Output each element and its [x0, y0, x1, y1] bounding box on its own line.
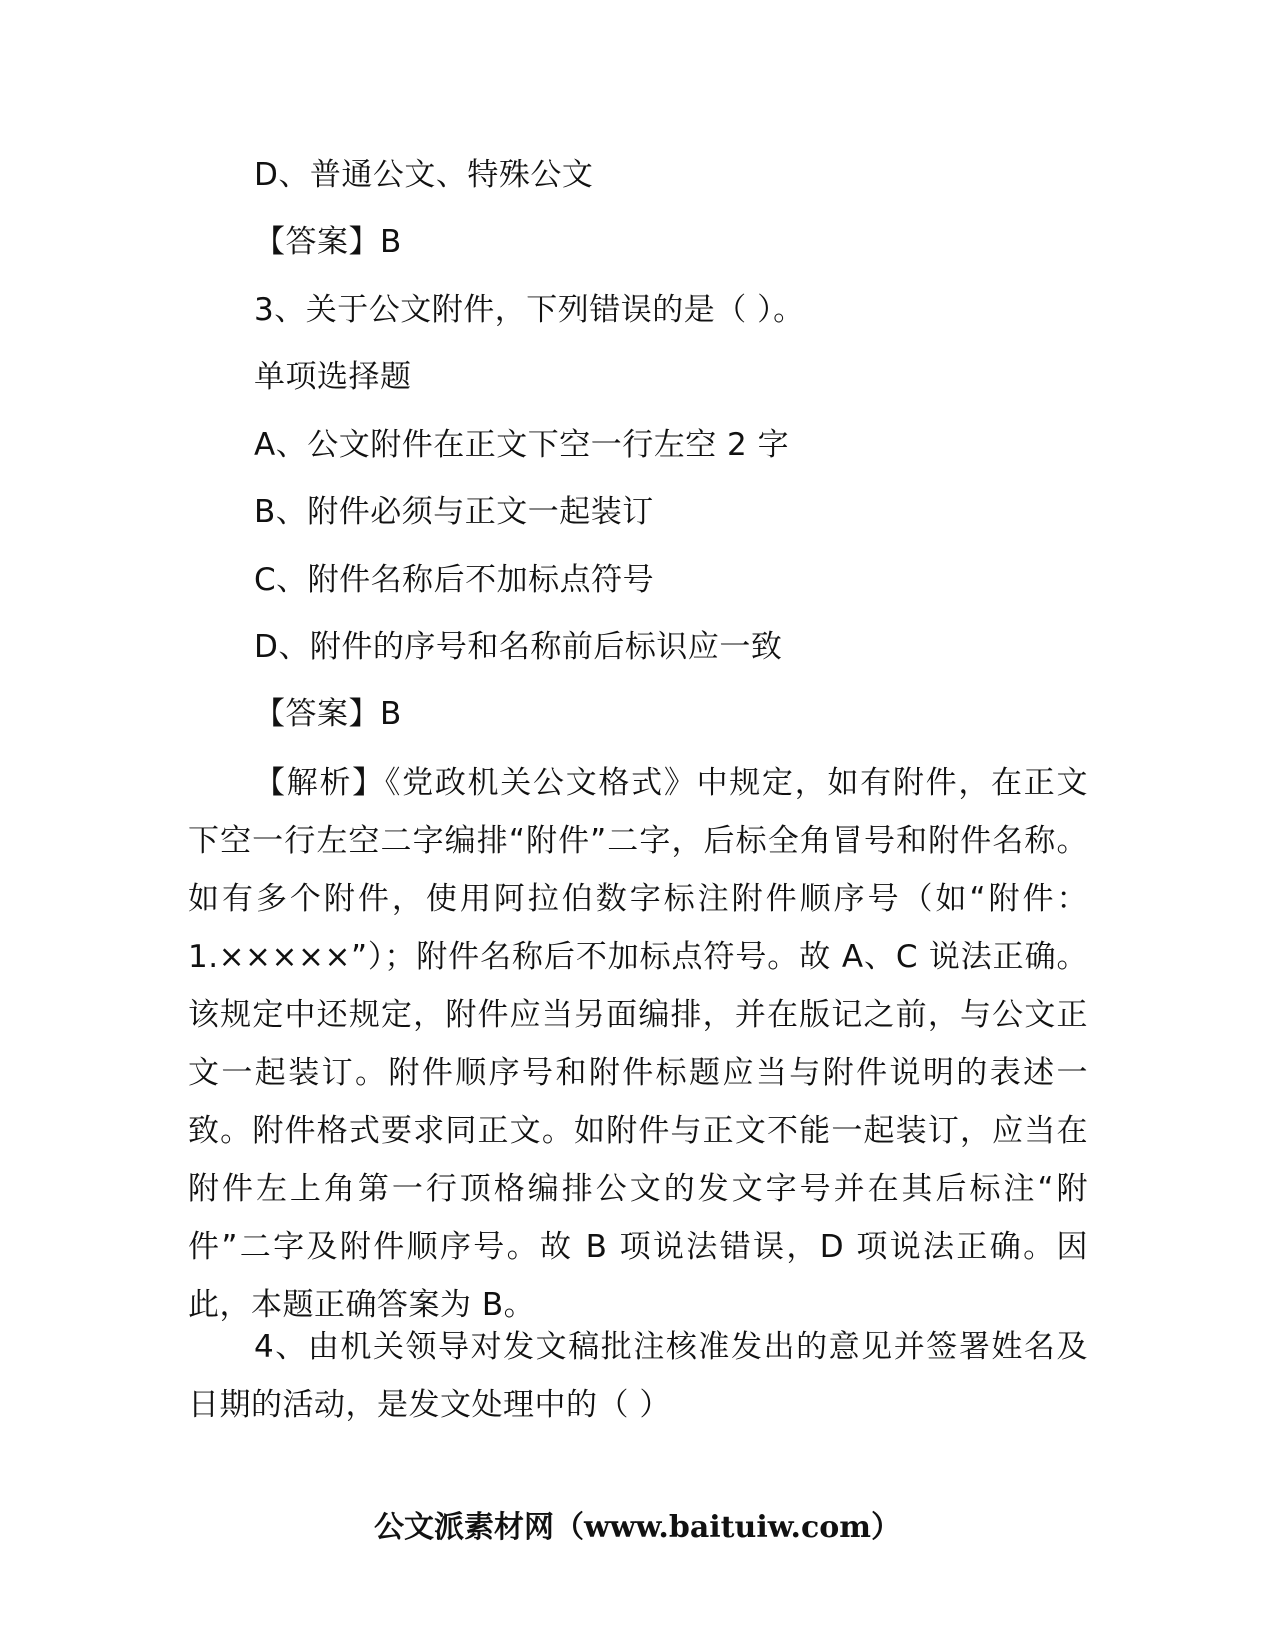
option-b-q3: B、附件必须与正文一起装订 [254, 494, 654, 530]
option-a-q3: A、公文附件在正文下空一行左空 2 字 [254, 427, 790, 463]
option-c-q3: C、附件名称后不加标点符号 [254, 562, 655, 598]
answer-q2: 【答案】B [254, 224, 402, 260]
option-d-q3: D、附件的序号和名称前后标识应一致 [254, 629, 783, 665]
answer-q3: 【答案】B [254, 696, 402, 732]
analysis-paragraph: 【解析】《党政机关公文格式》中规定，如有附件，在正文下空一行左空二字编排“附件”二字，后标全角冒号和附件名称。如有多个附件，使用阿拉伯数字标注附件顺序号（如“附件：1.×××××”）；附件名称后不加标点符号。故 A、C 说法正确。该规定中还规定，附件应当另面编排，并在版记之前，与公文正文一起装订。附件顺序号和附件标题应当与附件说明的表述一致。附件格式要求同正文。如附件与正文不能一起装订，应当在附件左上角第一行顶格编排公文的发文字号并在其后标注“附件”二字及附件顺序号。故 B 项说法错误，D 项说法正确。因此，本题正确答案为 B。 [188, 765, 1088, 1323]
question-3-stem: 3、关于公文附件，下列错误的是（ ）。 [254, 292, 805, 328]
question-type: 单项选择题 [254, 359, 412, 395]
footer-source: 公文派素材网（www.baituiw.com） [373, 1510, 902, 1545]
option-d-q2: D、普通公文、特殊公文 [254, 157, 594, 193]
question-4-stem: 4、由机关领导对发文稿批注核准发出的意见并签署姓名及日期的活动，是发文处理中的（ ） [188, 1329, 1088, 1423]
